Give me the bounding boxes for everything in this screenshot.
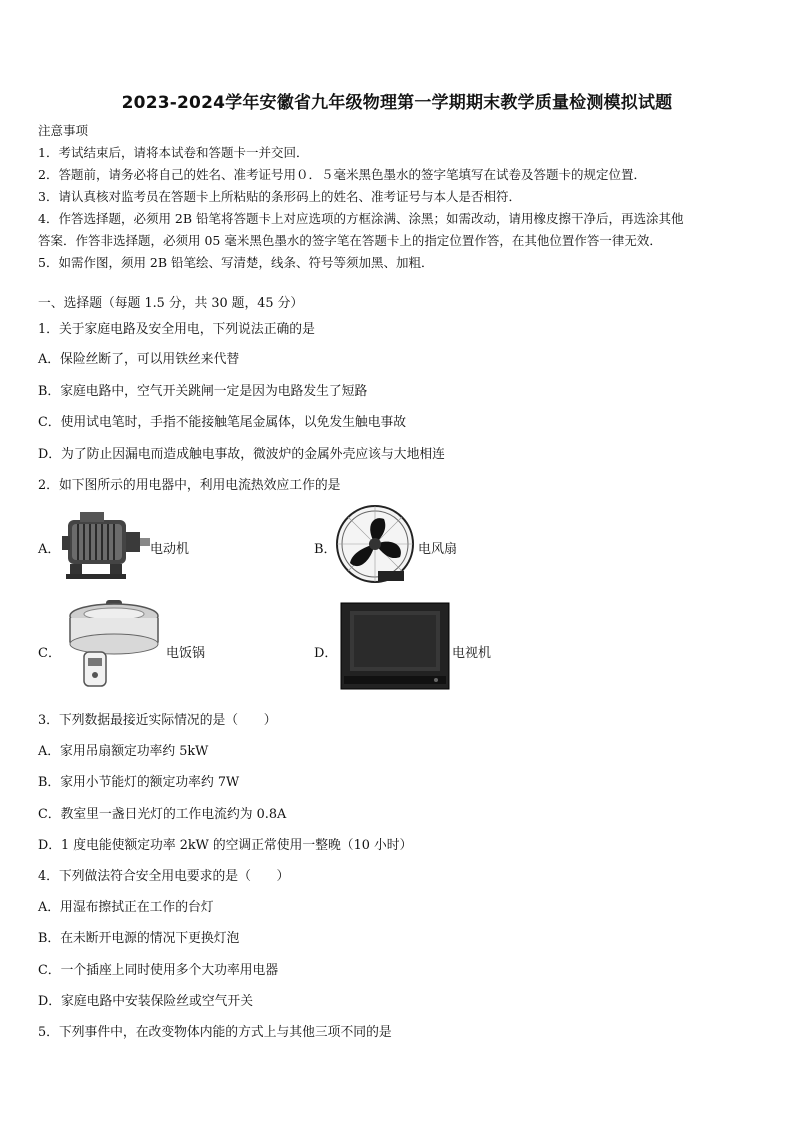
q4-option-a: A．用湿布擦拭正在工作的台灯 <box>38 900 214 915</box>
q3-option-c: C．教室里一盏日光灯的工作电流约为 0.8A <box>38 807 287 822</box>
q1-stem: 1．关于家庭电路及安全用电，下列说法正确的是 <box>38 322 315 337</box>
notice-item-5: 5．如需作图，须用 2B 铅笔绘、写清楚，线条、符号等须加黑、加粗． <box>38 255 434 270</box>
notice-item-2: 2．答题前，请务必将自己的姓名、准考证号用０．５毫米黑色墨水的签字笔填写在试卷及答题卡的规定位置． <box>38 167 646 182</box>
q3-stem: 3．下列数据最接近实际情况的是（ ） <box>38 713 277 728</box>
notice-heading: 注意事项 <box>38 123 89 138</box>
q2-option-c-letter: C． <box>38 646 61 661</box>
notice-item-3: 3．请认真核对监考员在答题卡上所粘贴的条形码上的姓名、准考证号与本人是否相符． <box>38 189 521 204</box>
q4-option-c: C．一个插座上同时使用多个大功率用电器 <box>38 963 279 978</box>
q3-option-a: A．家用吊扇额定功率约 5kW <box>38 744 209 759</box>
television-icon <box>340 602 450 690</box>
q3-option-d: D．1 度电能使额定功率 2kW 的空调正常使用一整晚（10 小时） <box>38 838 413 853</box>
q5-stem: 5．下列事件中，在改变物体内能的方式上与其他三项不同的是 <box>38 1025 392 1040</box>
q2-option-a-letter: A． <box>38 542 61 557</box>
q1-option-d: D．为了防止因漏电而造成触电事故，微波炉的金属外壳应该与大地相连 <box>38 447 445 462</box>
q2-option-a-caption: 电动机 <box>150 542 190 557</box>
q1-option-c: C．使用试电笔时，手指不能接触笔尾金属体，以免发生触电事故 <box>38 415 407 430</box>
q2-stem: 2．如下图所示的用电器中，利用电流热效应工作的是 <box>38 478 341 493</box>
section-heading: 一、选择题（每题 1.5 分，共 30 题，45 分） <box>38 296 304 311</box>
q4-option-b: B．在未断开电源的情况下更换灯泡 <box>38 931 240 946</box>
q4-stem: 4．下列做法符合安全用电要求的是（ ） <box>38 869 290 884</box>
q1-option-a: A．保险丝断了，可以用铁丝来代替 <box>38 352 240 367</box>
q2-option-b-letter: B． <box>314 542 337 557</box>
notice-item-4-cont: 答案．作答非选择题，必须用 05 毫米黑色墨水的签字笔在答题卡上的指定位置作答，在其他位置作答一律无效． <box>38 233 662 248</box>
q2-option-d-letter: D． <box>314 646 338 661</box>
notice-item-1: 1．考试结束后，请将本试卷和答题卡一并交回． <box>38 145 309 160</box>
notice-item-4: 4．作答选择题，必须用 2B 铅笔将答题卡上对应选项的方框涂满、涂黑；如需改动，请用橡皮擦干净后，再选涂其他 <box>38 211 684 226</box>
q2-option-c-caption: 电饭锅 <box>166 646 206 661</box>
q1-option-b: B．家庭电路中，空气开关跳闸一定是因为电路发生了短路 <box>38 384 368 399</box>
q4-option-d: D．家庭电路中安装保险丝或空气开关 <box>38 994 254 1009</box>
q2-option-d-caption: 电视机 <box>452 646 492 661</box>
rice-cooker-icon <box>62 598 166 690</box>
q3-option-b: B．家用小节能灯的额定功率约 7W <box>38 775 240 790</box>
page-title: 2023-2024学年安徽省九年级物理第一学期期末教学质量检测模拟试题 <box>121 93 673 113</box>
q2-option-b-caption: 电风扇 <box>418 542 458 557</box>
electric-motor-icon <box>62 510 150 582</box>
electric-fan-icon <box>334 503 416 585</box>
